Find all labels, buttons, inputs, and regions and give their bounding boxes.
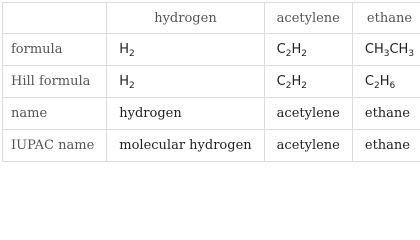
formula-subscript: 3 (383, 49, 390, 59)
formula-cell (107, 34, 264, 66)
chemical-formula (119, 42, 135, 57)
name-cell: hydrogen (107, 98, 264, 130)
table-row-hill-formula (3, 66, 420, 98)
column-header-ethane: ethane (352, 3, 420, 34)
name-cell: acetylene (264, 98, 352, 130)
row-header-iupac-name: IUPAC name (3, 130, 107, 162)
formula-element: CH (389, 42, 409, 57)
table-header-row (3, 3, 420, 34)
chemical-formula (277, 42, 307, 57)
formula-element: H (119, 74, 130, 89)
formula-subscript: 2 (129, 49, 135, 59)
iupac-name-cell: molecular hydrogen (107, 130, 264, 162)
hill-formula-cell (352, 66, 420, 98)
formula-element: C (276, 42, 286, 57)
column-header-acetylene: acetylene (264, 3, 352, 34)
chemical-formula (365, 42, 414, 57)
formula-subscript: 2 (129, 81, 135, 91)
iupac-name-cell: ethane (352, 130, 420, 162)
iupac-name-cell: acetylene (264, 130, 352, 162)
formula-element: H (291, 74, 302, 89)
formula-element: CH (364, 42, 384, 57)
formula-subscript: 6 (389, 81, 396, 91)
table-row-name (3, 98, 420, 130)
formula-subscript: 2 (301, 49, 307, 59)
formula-subscript: 2 (301, 81, 307, 91)
hill-formula-cell (107, 66, 264, 98)
formula-subscript: 2 (373, 81, 380, 91)
chemical-formula (365, 74, 395, 89)
row-header-formula: formula (3, 34, 107, 66)
row-header-name: name (3, 98, 107, 130)
hill-formula-cell (264, 66, 352, 98)
table-row-iupac-name (3, 130, 420, 162)
formula-element: C (364, 74, 374, 89)
formula-cell (352, 34, 420, 66)
formula-element: C (276, 74, 286, 89)
column-header-blank (3, 3, 107, 34)
table-row-formula (3, 34, 420, 66)
chemical-formula (277, 74, 307, 89)
formula-element: H (291, 42, 302, 57)
comparison-table (2, 2, 420, 162)
formula-element: H (119, 42, 130, 57)
column-header-hydrogen: hydrogen (107, 3, 264, 34)
formula-subscript: 2 (285, 81, 292, 91)
formula-element: H (379, 74, 390, 89)
name-cell: ethane (352, 98, 420, 130)
formula-subscript: 3 (408, 49, 415, 59)
formula-cell (264, 34, 352, 66)
row-header-hill-formula: Hill formula (3, 66, 107, 98)
formula-subscript: 2 (285, 49, 292, 59)
chemical-formula (119, 74, 135, 89)
